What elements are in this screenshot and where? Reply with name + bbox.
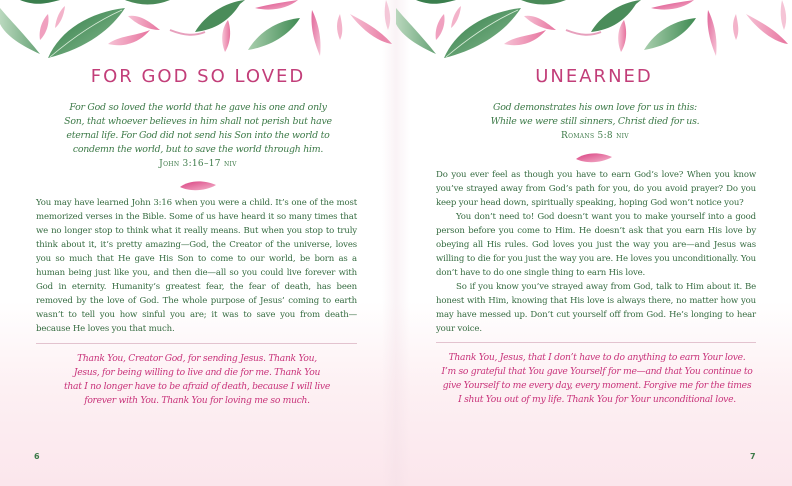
page-number: 7 xyxy=(750,452,756,461)
verse-line: eternal life. For God did not send his Son into the world to xyxy=(66,130,330,141)
prayer-line: Thank You, Creator God, for sending Jesus. Thank You, xyxy=(77,353,317,364)
page-number: 6 xyxy=(34,452,40,461)
prayer-line: that I no longer have to be afraid of death, because I will live xyxy=(64,381,330,392)
body-paragraph: You may have learned John 3:16 when you were a child. It’s one of the most memorized verses in the Bible. Some of us have heard it so many times that we no longer stop to think what it really means. But when you stop to truly think about it, it’s pretty amazing—God, the Creator of the universe, loves you so much that He gave His Son to come to our world, be born as a human being just like you, and then die—all so you could live forever with God in eternity. Humanity’s greatest fear, the fear of death, has been removed by the love of God. The whole purpose of Jesus’ coming to earth wasn’t to tell you how sinful you are; it was to save you from death—because He loves you that much. xyxy=(36,198,357,334)
body-paragraph: You don’t need to! God doesn’t want you to make yourself into a good person before you come to Him. He doesn’t ask that you earn His love by obeying all His rules. God loves you just the way you are—and Jesus was willing to die for you just the way you are. He loves you unconditionally. You don’t have to do one single thing to earn His love. xyxy=(436,212,756,278)
foliage-header-icon xyxy=(396,0,792,70)
page-title: FOR GOD SO LOVED xyxy=(90,66,306,87)
verse-line: Son, that whoever believes in him shall not perish but have xyxy=(64,116,332,127)
body-paragraph: Do you ever feel as though you have to earn God’s love? When you know you’ve strayed away from God’s path for you, do you avoid prayer? Do you keep your head down, spiritually speaking, hoping God won’t notice you? xyxy=(436,170,756,208)
verse-line: God demonstrates his own love for us in this: xyxy=(493,102,697,113)
verse-reference: Romans 5:8 niv xyxy=(561,131,629,141)
right-page xyxy=(396,0,792,486)
prayer-text xyxy=(44,352,350,408)
verse-line: While we were still sinners, Christ died for us. xyxy=(490,116,700,127)
prayer-line: forever with You. Thank You for loving me so much. xyxy=(84,395,310,406)
scripture-verse xyxy=(450,101,740,143)
prayer-line: I shut You out of my life. Thank You for Your unconditional love. xyxy=(458,394,736,405)
devotional-body xyxy=(436,168,756,336)
divider-rule xyxy=(36,343,357,344)
divider-rule xyxy=(436,342,756,343)
body-paragraph: So if you know you’ve strayed away from God, talk to Him about it. Be honest with Him, knowing that His love is always there, no matter how you may have messed up. Don’t cut yourself off from God. He’s longing to hear your voice. xyxy=(436,282,756,334)
verse-reference: John 3:16–17 niv xyxy=(159,159,237,169)
page-title: UNEARNED xyxy=(535,66,653,87)
prayer-line: Thank You, Jesus, that I don’t have to do anything to earn Your love. xyxy=(448,352,746,363)
prayer-line: give Yourself to me every day, every moment. Forgive me for the times xyxy=(442,380,752,391)
pink-petal-icon xyxy=(574,151,614,165)
scripture-verse xyxy=(58,101,338,171)
prayer-line: I’m so grateful that You gave Yourself for me—and that You continue to xyxy=(441,366,753,377)
foliage-header-icon xyxy=(0,0,396,70)
prayer-text xyxy=(432,351,762,407)
verse-line: condemn the world, but to save the world through him. xyxy=(72,144,324,155)
pink-petal-icon xyxy=(178,179,218,193)
verse-line: For God so loved the world that he gave his one and only xyxy=(69,102,327,113)
devotional-body xyxy=(36,196,357,336)
prayer-line: Jesus, for being willing to live and die for me. Thank You xyxy=(73,367,321,378)
